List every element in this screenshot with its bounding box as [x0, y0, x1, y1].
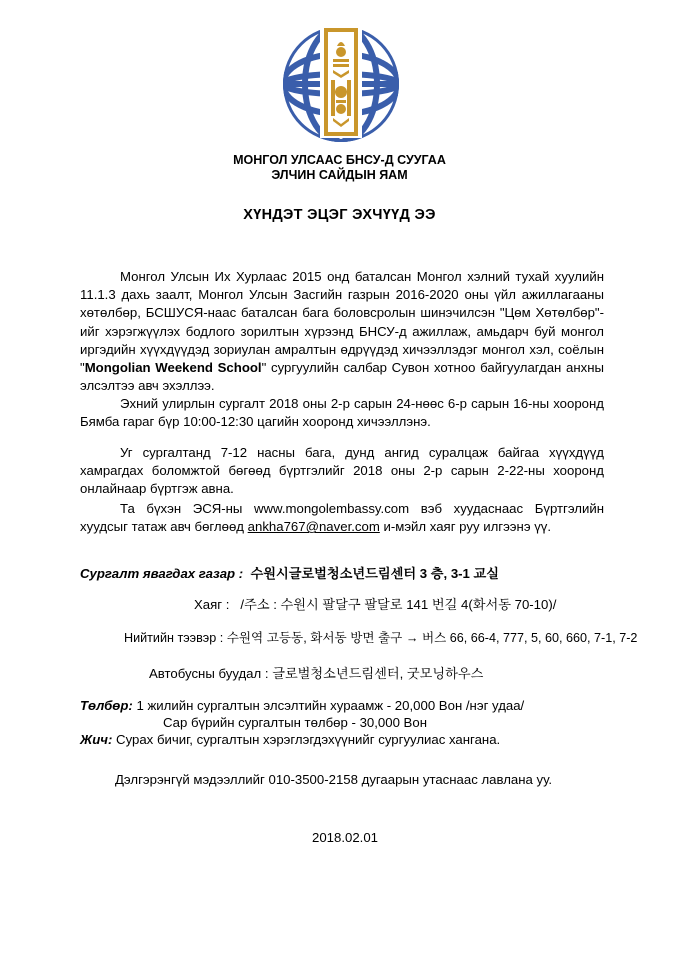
- paragraph-registration-text-b: и-мэйл хаяг руу илгээнэ үү.: [379, 519, 552, 535]
- venue-line: [80, 565, 499, 582]
- embassy-name: [0, 153, 679, 183]
- paragraph-schedule: [80, 395, 604, 431]
- venue-value: 수원시글로벌청소년드림센터 3 층, 3-1 교실: [250, 566, 500, 581]
- address-value: /주소 : 수원시 팔달구 팔달로 141 번길 4(화서동 70-10)/: [240, 597, 557, 612]
- note-value: Сурах бичиг, сургалтын хэрэглэгдэхүүнийг сургуулиас хангана.: [116, 732, 501, 747]
- embassy-name-line2: ЭЛЧИН САЙДЫН ЯАМ: [271, 168, 408, 182]
- note-label: Жич:: [80, 732, 113, 747]
- paragraph-intro: [80, 268, 604, 395]
- letter-date: 2018.02.01: [312, 830, 379, 845]
- venue-label: Сургалт явагдах газар :: [80, 566, 244, 581]
- bus-stop-value: 글로벌청소년드림센터, 굿모닝하우스: [272, 666, 484, 681]
- transit-value: 수원역 고등동, 화서동 방면 출구 → 버스 66, 66-4, 777, 5, 60, 660, 7-1, 7-2: [226, 631, 638, 645]
- paragraph-intro-text-b: " сургуулийн салбар Сувон хотноо байгуулагдан анхны элсэлтээ авч эхэллээ.: [80, 360, 604, 394]
- paragraph-eligibility-text: Уг сургалтанд 7-12 насны бага, дунд ангид суралцаж байгаа хүүхдүүд хамрагдах боломжтой бөгөөд бүртгэлийг 2018 оны 2-р сарын 2-22-ны хооронд онлайнаар бүртгэж авна.: [80, 445, 604, 497]
- note-line: [80, 731, 500, 748]
- paragraph-registration: [80, 500, 604, 536]
- bus-stop-label: Автобусны буудал :: [149, 666, 269, 681]
- soyombo-icon: [324, 28, 358, 136]
- paragraph-registration-text-a: Та бүхэн ЭСЯ-ны www.mongolembassy.com вэб хуудаснаас Бүртгэлийн хуудсыг татаж авч бөглөөд: [80, 501, 604, 535]
- paragraph-intro-text-a: Монгол Улсын Их Хурлаас 2015 онд баталсан Монгол хэлний тухай хуулийн 11.1.3 дахь заалт, Монгол Улсын Засгийн газрын 2016-2020 оны үйл ажиллагааны хөтөлбөр, БСШУСЯ-наас баталсан бага боловсролын шинэчилсэн "Цөм Хөтөлбөр"-ийг хэрэгжүүлэх бодлого зорилтын хүрээнд БНСУ-д ажиллаж, амьдарч буй монгол иргэдийн хүүхдүүдэд зориулан амралтын өдрүүдэд хичээллэдэг монгол хэл, соёлын ": [80, 269, 604, 376]
- address-line: [194, 596, 556, 613]
- email-link[interactable]: ankha767@naver.com: [247, 519, 380, 535]
- fee-enrollment: 1 жилийн сургалтын элсэлтийн хураамж - 20,000 Вон /нэг удаа/: [136, 698, 525, 713]
- bus-stop-line: [149, 665, 483, 682]
- embassy-emblem-icon: [278, 20, 404, 144]
- address-label: Хаяг :: [194, 597, 230, 612]
- paragraph-schedule-text: Эхний улирлын сургалт 2018 оны 2-р сарын 24-нөөс 6-р сарын 16-ны хооронд Бямба гараг бүр 10:00-12:30 цагийн хооронд хичээллэнэ.: [80, 396, 604, 430]
- transit-label: Нийтийн тээвэр :: [124, 631, 224, 645]
- fee-label: Төлбөр:: [80, 698, 133, 713]
- contact-info: Дэлгэрэнгүй мэдээллийг 010-3500-2158 дугаарын утаснаас лавлана уу.: [115, 772, 553, 787]
- paragraph-eligibility: [80, 444, 604, 499]
- embassy-name-line1: МОНГОЛ УЛСААС БНСУ-Д СУУГАА: [233, 153, 446, 167]
- fee-line: [80, 697, 524, 714]
- school-name: Mongolian Weekend School: [84, 360, 262, 376]
- letter-salutation: ХҮНДЭТ ЭЦЭГ ЭХЧҮҮД ЭЭ: [243, 207, 436, 223]
- fee-monthly: Сар бүрийн сургалтын төлбөр - 30,000 Вон: [163, 715, 427, 730]
- transit-line: [124, 630, 637, 647]
